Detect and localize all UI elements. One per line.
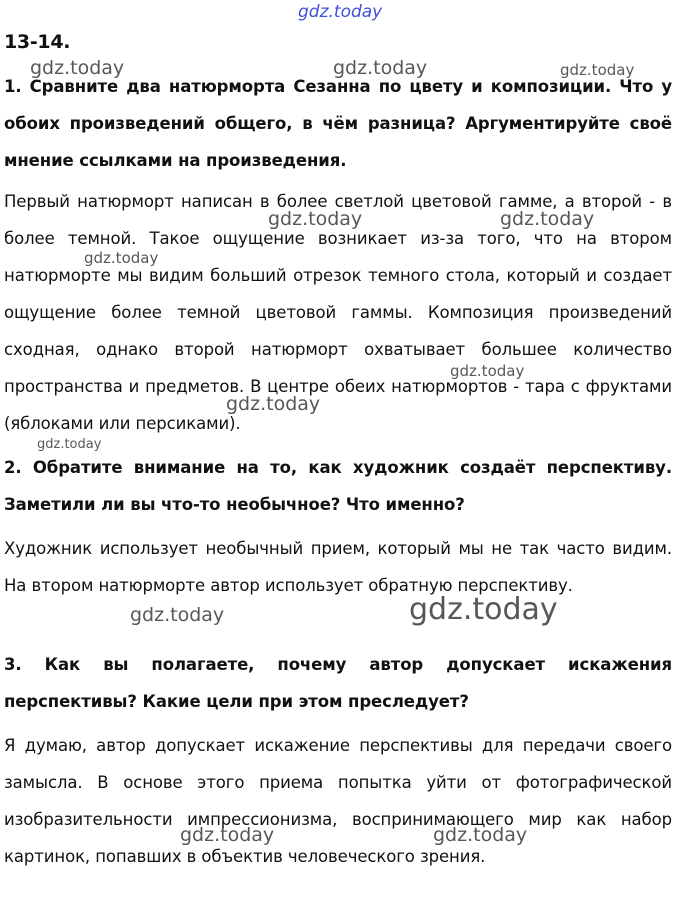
watermark: gdz.today — [84, 249, 159, 267]
watermark: gdz.today — [333, 57, 428, 79]
watermark: gdz.today — [450, 362, 525, 380]
watermark-large: gdz.today — [409, 592, 558, 627]
question-2: 2. Обратите внимание на то, как художник создаёт перспективу. Заметили ли вы что-то необычное? Что именно? — [4, 458, 672, 514]
exercise-number: 13-14. — [4, 31, 71, 53]
question-1: 1. Сравните два натюрморта Сезанна по цвету и композиции. Что у обоих произведений общего, в чём разница? Аргументируйте своё мнение ссылками на произведения. — [4, 77, 672, 170]
watermark: gdz.today — [500, 208, 595, 230]
answer-2: Художник использует необычный прием, который мы не так часто видим. На втором натюрморте автор использует обратную перспективу. — [4, 539, 672, 595]
watermark: gdz.today — [226, 393, 321, 415]
watermark: gdz.today — [560, 61, 635, 79]
answer-3: Я думаю, автор допускает искажение перспективы для передачи своего замысла. В основе этого приема попытка уйти от фотографической изобразительности импрессионизма, воспринимающего мир как набор картинок, попавших в объектив человеческого зрения. — [4, 736, 672, 866]
watermark: gdz.today — [180, 824, 275, 846]
answer-1: Первый натюрморт написан в более светлой цветовой гамме, а второй - в более темной. Такое ощущение возникает из-за того, что на втором натюрморте мы видим больший отрезок темного стола, который и создает ощущение более темной цветовой гаммы. Композиция произведений сходная, однако второй натюрморт охватывает большее количество пространства и предметов. В центре обеих натюрмортов - тара с фруктами (яблоками или персиками). — [4, 192, 672, 433]
watermark-top: gdz.today — [298, 2, 383, 22]
watermark: gdz.today — [433, 824, 528, 846]
watermark: gdz.today — [130, 604, 225, 626]
watermark: gdz.today — [37, 437, 102, 452]
watermark: gdz.today — [30, 57, 125, 79]
watermark: gdz.today — [268, 208, 363, 230]
question-3: 3. Как вы полагаете, почему автор допускает искажения перспективы? Какие цели при этом преследует? — [4, 655, 672, 711]
